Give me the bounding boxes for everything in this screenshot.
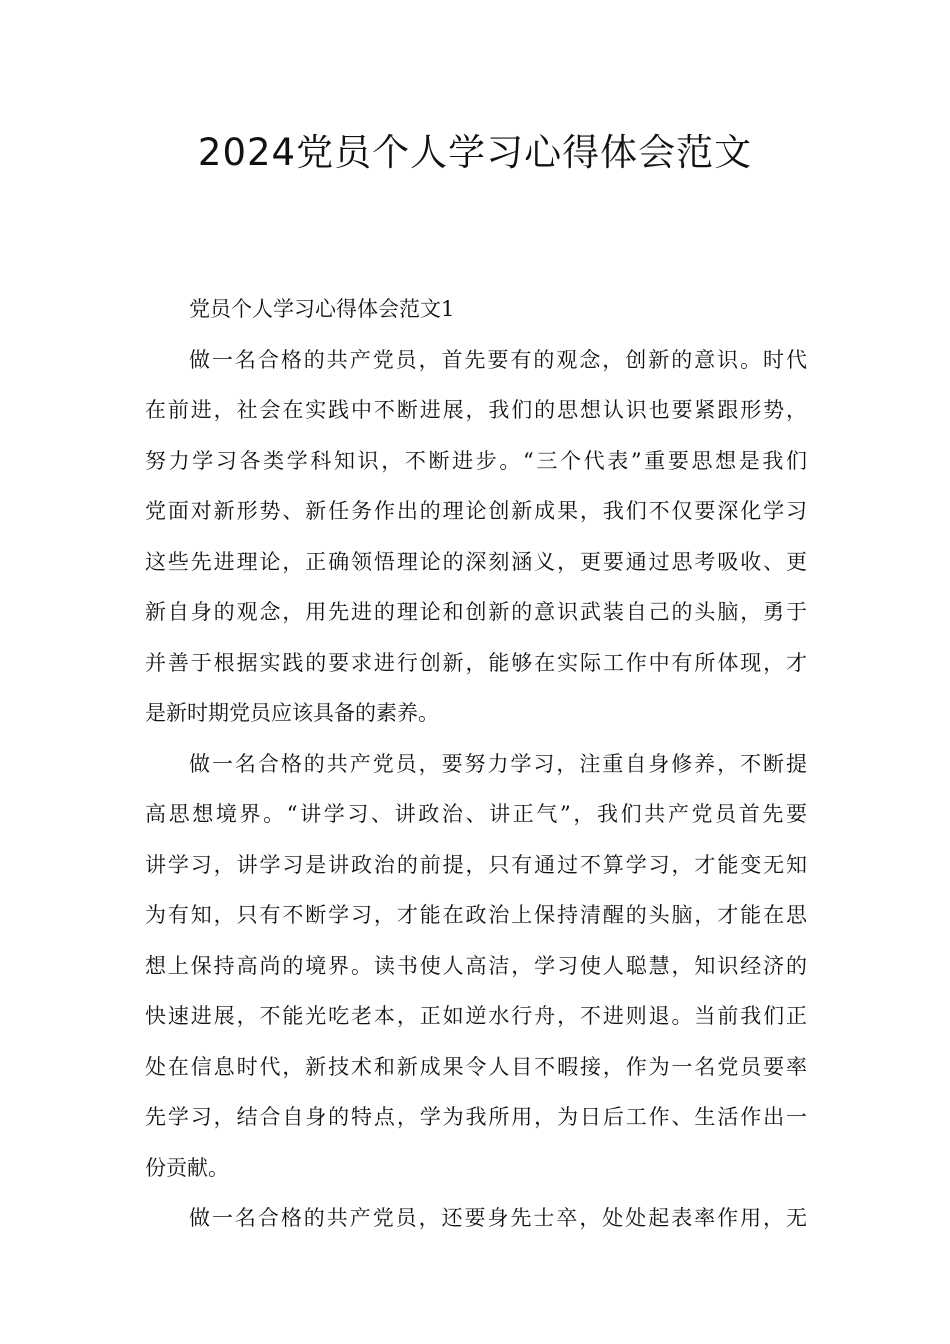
document-title: 2024党员个人学习心得体会范文	[197, 131, 753, 174]
paragraph-line: 努力学习各类学科知识，不断进步。“三个代表”重要思想是我们	[145, 448, 807, 473]
paragraph-3	[145, 1193, 807, 1244]
paragraph-2	[145, 739, 807, 1194]
paragraph-line: 先学习，结合自身的特点，学为我所用，为日后工作、生活作出一	[145, 1105, 807, 1129]
paragraph-line: 想上保持高尚的境界。读书使人高洁，学习使人聪慧，知识经济的	[145, 953, 807, 978]
paragraph-line: 做一名合格的共产党员，还要身先士卒，处处起表率作用，无	[189, 1206, 807, 1230]
paragraph-line: 快速进展，不能光吃老本，正如逆水行舟，不进则退。当前我们正	[145, 1004, 807, 1028]
section-heading: 党员个人学习心得体会范文1	[189, 297, 455, 321]
paragraph-line: 处在信息时代，新技术和新成果令人目不暇接，作为一名党员要率	[145, 1054, 807, 1079]
paragraph-line: 高思想境界。“讲学习、讲政治、讲正气”，我们共产党员首先要	[145, 802, 807, 826]
paragraph-line: 在前进，社会在实践中不断进展，我们的思想认识也要紧跟形势，	[145, 398, 807, 422]
paragraph-1	[145, 335, 807, 739]
paragraph-line: 讲学习，讲学习是讲政治的前提，只有通过不算学习，才能变无知	[145, 852, 807, 877]
paragraph-line: 份贡献。	[145, 1155, 229, 1180]
paragraph-line: 新自身的观念，用先进的理论和创新的意识武装自己的头脑，勇于	[145, 600, 807, 624]
paragraph-line: 是新时期党员应该具备的素养。	[145, 701, 439, 725]
paragraph-line: 党面对新形势、新任务作出的理论创新成果，我们不仅要深化学习	[145, 499, 807, 523]
paragraph-line: 为有知，只有不断学习，才能在政治上保持清醒的头脑，才能在思	[145, 903, 807, 927]
paragraph-line: 做一名合格的共产党员，首先要有的观念，创新的意识。时代	[189, 347, 807, 372]
document-body	[145, 284, 807, 1244]
paragraph-line: 这些先进理论，正确领悟理论的深刻涵义，更要通过思考吸收、更	[145, 549, 807, 574]
paragraph-line: 并善于根据实践的要求进行创新，能够在实际工作中有所体现，才	[145, 650, 807, 675]
paragraph-line: 做一名合格的共产党员，要努力学习，注重自身修养，不断提	[189, 751, 807, 776]
